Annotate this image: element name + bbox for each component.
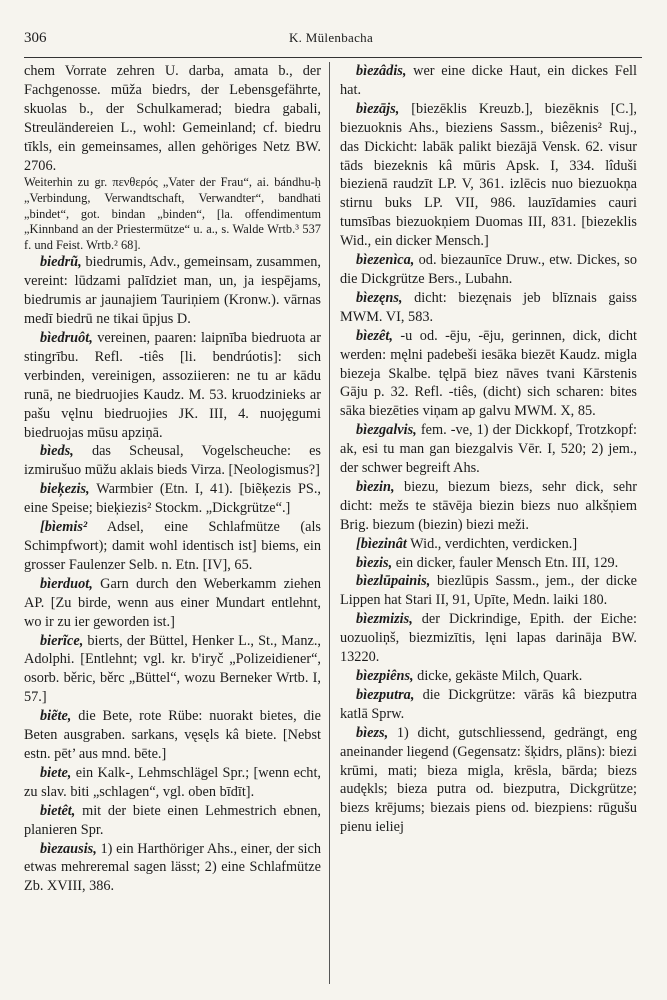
entry-headword: bìezin, <box>356 478 395 495</box>
entry-text: biezlūpis Sassm., jem., der dicke Lippen hat Stari II, 91, Upīte, Medn. laiki 180. <box>340 573 637 609</box>
dictionary-entry <box>340 421 637 478</box>
entry-headword: bìezputra, <box>356 686 415 703</box>
entry-headword: biẽte, <box>40 708 72 725</box>
entry-headword: bìezājs, <box>356 100 400 117</box>
dictionary-entry <box>24 480 321 518</box>
entry-text: der Dickrindige, Epith. der Eiche: uozuoliņš, biezmizītis, lęni lapas darināja BW. 13220. <box>340 611 637 666</box>
dictionary-entry <box>24 802 321 840</box>
entry-text: die Bete, rote Rübe: nuorakt bietes, die Beten ausgraben. sarkans, vęsęls kâ biete. [Nebst estn. pēt’ aus mnd. bēte.] <box>24 708 321 762</box>
dictionary-entry <box>340 100 637 251</box>
entry-headword: bìezs, <box>356 724 389 741</box>
entry-text: das Scheusal, Vogelscheuche: es izmirušuo mūžu aklais bieds Virza. [Neologismus?] <box>24 443 321 479</box>
dictionary-entry <box>340 327 637 422</box>
dictionary-entry <box>24 518 321 575</box>
dictionary-entry <box>24 632 321 708</box>
dictionary-entry <box>340 289 637 327</box>
dictionary-entry <box>340 667 637 686</box>
dictionary-entry <box>24 840 321 897</box>
dictionary-entry <box>24 175 321 253</box>
dictionary-entry <box>340 724 637 837</box>
entry-text: 1) ein Harthöriger Ahs., einer, der sich etwas mehreremal sagen lässt; 2) eine Schlafmütze Zb. XVIII, 386. <box>24 840 321 895</box>
entry-text: dicht: biezęnais jeb blīznais gaiss MWM. VI, 583. <box>340 289 637 325</box>
entry-text: wer eine dicke Haut, ein dickes Fell hat. <box>340 63 637 98</box>
entry-text: biezu, biezum biezs, sehr dick, sehr dicht: mežs te stāvēja biezin biezs nuo alkšņiem Brig. biezum (biezin) biezi meži. <box>340 478 637 533</box>
entry-headword: [bìemis² <box>40 519 88 536</box>
column-divider <box>329 62 330 984</box>
entry-headword: bìezis, <box>356 554 393 571</box>
dictionary-entry <box>24 707 321 764</box>
dictionary-entry <box>24 62 321 175</box>
entry-text: ein dicker, fauler Mensch Etn. III, 129. <box>395 554 619 571</box>
dictionary-entry <box>24 442 321 480</box>
page-header <box>24 30 638 50</box>
entry-headword: bìezlūpainis, <box>356 573 431 590</box>
entry-text: Adsel, eine Schlafmütze (als Schimpfwort); damit wohl identisch ist] biems, ein grosser Faulenzer Selb. n. Etn. [IV], 65. <box>24 519 321 573</box>
right-column <box>340 62 637 987</box>
entry-text: Warmbier (Etn. I, 41). [biẽķezis PS., eine Speise; bieķiezis² Stockm. „Dickgrütze“.] <box>24 481 321 517</box>
entry-text: biedrumis, Adv., gemeinsam, zusammen, vereint: lūdzami palīdziet man, un, ja iespējams, biedrumis ar jaunajiem Tauriņiem (Kronw.). vārnas medī biedrū ne tikai ūpjus D. <box>24 254 321 328</box>
entry-text: -u od. -ēju, -ēju, gerinnen, dick, dicht werden: męlni padebeši iesāka biezēt Kaudz. migla biezeja Skalbe. tęlpā biez nāves tvani Kārstenis Gāju p. 32. Refl. -tiês, (dicht) sich scharen: bites sāka biezēties viņam ap galvu MWM. X, 85. <box>340 327 637 420</box>
entry-headword: bìezmizis, <box>356 611 413 628</box>
entry-text: Weiterhin zu gr. πενθερός „Vater der Frau“, ai. bándhu-ḥ „Verbindung, Verwandtschaft, Verwandter“, bandhati „bindet“, got. bindan „binden“, [la. offendimentum „Kinnband an der Priestermütze“ u. a., s. Walde Wrtb.³ 537 f. und Feist. Wrtb.² 68]. <box>24 175 321 252</box>
dictionary-entry <box>340 251 637 289</box>
page-number: 306 <box>24 30 47 46</box>
entry-text: od. biezaunīce Druw., etw. Dickes, so die Dickgrütze Bers., Lubahn. <box>340 252 637 287</box>
entry-headword: bìezâdis, <box>356 63 407 79</box>
entry-headword: bìezausis, <box>40 840 97 857</box>
entry-headword: bìezenìca, <box>356 252 415 269</box>
dictionary-entry <box>24 329 321 442</box>
entry-headword: bìeds, <box>40 443 74 460</box>
dictionary-entry <box>24 764 321 802</box>
dictionary-entry <box>340 686 637 724</box>
entry-text: Wid., verdichten, verdicken.] <box>410 535 578 552</box>
entry-headword: bìezęns, <box>356 289 403 306</box>
entry-text: chem Vorrate zehren U. darba, amata b., der Fachgenosse. mūža biedrs, der Lebensgefährte, skuolas b., der Schulkamerad; biedra gabali, Streuländereien L., wohl: Gemeinland; cf. biedru tīkls, ein gemeinsames, allen gehöriges Netz BW. 2706. <box>24 63 321 174</box>
entry-headword: bieķezis, <box>40 481 90 498</box>
entry-text: dicke, gekäste Milch, Quark. <box>417 668 583 684</box>
dictionary-entry <box>340 554 637 573</box>
entry-text: vereinen, paaren: laipnība biedruota ar stingrību. Refl. -tiês [li. bendrúotis]: sich verbinden, vereinigen, assoziieren: ne tu ar kādu runā, ne biedruojies Kaudz. M. 53. kruodzinieks ar pašu vęlnu biedruojies JK. III, 4. nuojęgumi biedruojas mūsu apziņā. <box>24 330 321 441</box>
entry-text: die Dickgrütze: vārās kâ biezputra katlā Sprw. <box>340 686 637 722</box>
entry-headword: bietêt, <box>40 802 76 819</box>
entry-headword: bìezêt, <box>356 327 393 344</box>
entry-headword: biete, <box>40 764 72 781</box>
dictionary-entry <box>340 535 637 554</box>
entry-headword: biedrũ, <box>40 254 82 271</box>
entry-text: ein Kalk-, Lehmschlägel Spr.; [wenn echt, zu slav. biti „schlagen“, vgl. oben bīdīt]. <box>24 764 321 800</box>
entry-text: [biezēklis Kreuzb.], biezēknis [C.], biezuoknis Ahs., bieziens Sassm., biêzenis² Ruj., das Dickicht: labāk palikt biezājā Vensk. 62. visur tāds biezeknis kâ mūris Apsk. I, 334. lîduši biezienā raudzīt LP. V, 361. izlēcis nuo biezuokņa stirnu buks LP. VII, 986. lauzīdamies cauri tumsības biezuokņiem Duomas III, 831. [biezeklis Wid., ein dicker Mensch.] <box>340 100 637 250</box>
entry-text: mit der biete einen Lehmestrich ebnen, planieren Spr. <box>24 802 321 838</box>
entry-headword: bìerduot, <box>40 575 93 592</box>
entry-headword: bìezpiêns, <box>356 668 414 684</box>
entry-headword: bìedruôt, <box>40 330 93 347</box>
dictionary-entry <box>24 253 321 329</box>
dictionary-entry <box>340 610 637 667</box>
entry-headword: bierĩce, <box>40 632 84 649</box>
left-column <box>24 62 321 987</box>
entry-headword: [bìezinât <box>356 535 407 552</box>
dictionary-entry <box>340 478 637 535</box>
dictionary-entry <box>24 575 321 632</box>
header-rule <box>24 57 642 58</box>
dictionary-entry <box>340 62 637 100</box>
entry-text: Garn durch den Weberkamm ziehen AP. [Zu birde, wenn aus einer Mundart entlehnt, wo ir zu ier geworden ist.] <box>24 575 321 630</box>
entry-text: fem. -ve, 1) der Dickkopf, Trotzkopf: ak, esi tu man gan biezgalvis Vēr. I, 520; 2) jem., der schwer begreift Ahs. <box>340 422 637 477</box>
running-title: K. Mülenbacha <box>288 30 374 45</box>
dictionary-entry <box>340 572 637 610</box>
entry-text: 1) dicht, gutschliessend, gedrängt, eng aneinander liegend (Gegensatz: šķidrs, plāns): biezi krūmi, mati; bieza migla, krēsla, bārda; biezs audękls; bieza putra od. biezputra, Dickgrütze; biezs krējums; biezais piens od. biezpiens: rūgušu pienu ieliej <box>340 724 637 836</box>
entry-headword: bìezgalvis, <box>356 422 417 439</box>
entry-text: bierts, der Büttel, Henker L., St., Manz., Adolphi. [Entlehnt; vgl. kr. b'iryč „Polizeidiener“, osorb. běric, běrc „Büttel“, wozu Berneker Wrtb. I, 57.] <box>24 632 321 706</box>
